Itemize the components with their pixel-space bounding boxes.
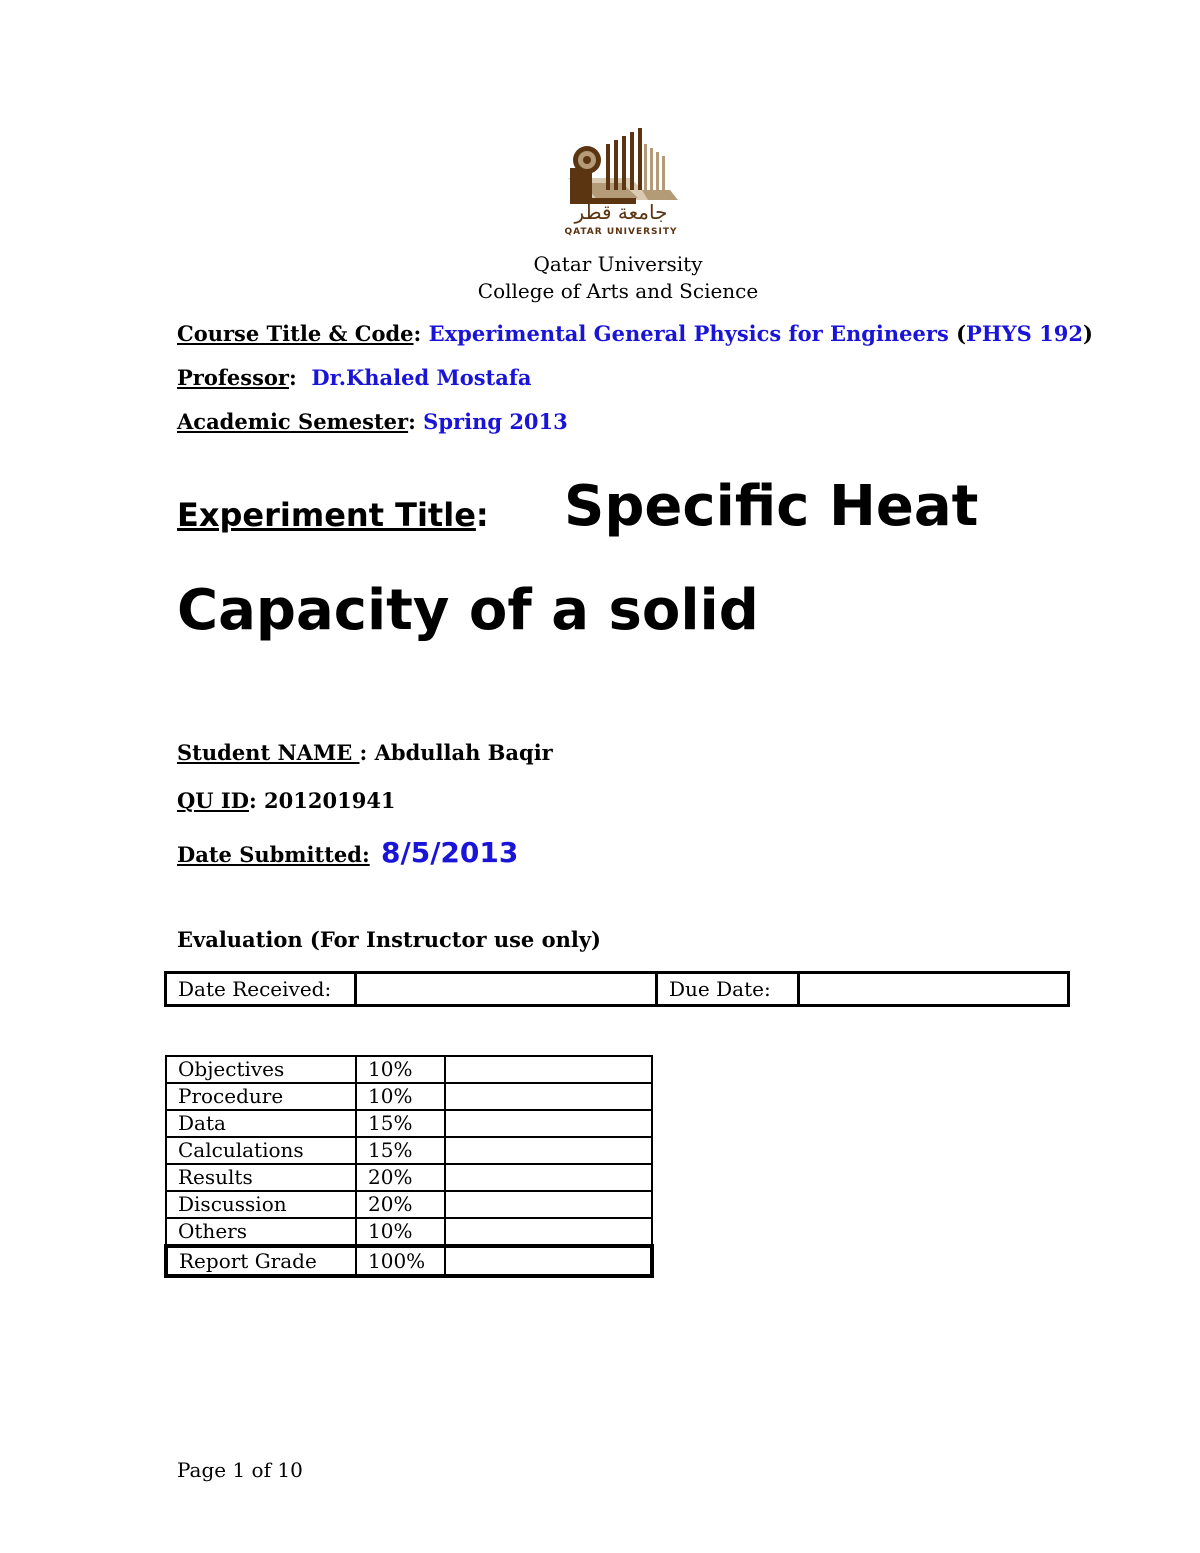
table-row (166, 1218, 652, 1246)
professor-value: Dr.Khaled Mostafa (311, 365, 532, 390)
criterion-label: Objectives (166, 1056, 356, 1083)
date-received-cell[interactable] (356, 973, 657, 1006)
criterion-weight: 20% (356, 1191, 445, 1218)
course-label: Course Title & Code (177, 321, 414, 346)
qu-id-field: QU ID: 201201941 (177, 788, 396, 813)
criterion-score-cell[interactable] (445, 1218, 652, 1246)
report-grade-label: Report Grade (166, 1246, 356, 1276)
criterion-label: Data (166, 1110, 356, 1137)
criterion-score-cell[interactable] (445, 1110, 652, 1137)
table-row (166, 1191, 652, 1218)
grade-table (164, 1055, 654, 1278)
student-value: Abdullah Baqir (374, 740, 553, 765)
date-received-label: Date Received: (166, 973, 356, 1006)
due-date-label: Due Date: (657, 973, 799, 1006)
student-label: Student NAME (177, 740, 360, 765)
university-name: Qatar University (533, 252, 703, 276)
date-submitted-value: 8/5/2013 (381, 836, 519, 869)
course-code: PHYS 192 (966, 321, 1083, 346)
professor-label: Professor (177, 365, 289, 390)
criterion-weight: 10% (356, 1218, 445, 1246)
criterion-label: Others (166, 1218, 356, 1246)
criterion-weight: 10% (356, 1056, 445, 1083)
due-date-cell[interactable] (799, 973, 1069, 1006)
experiment-label-line: Experiment Title: (177, 496, 489, 534)
college-name: College of Arts and Science (477, 279, 759, 303)
logo-arabic-text: جامعة قطر (574, 200, 668, 224)
criterion-weight: 15% (356, 1110, 445, 1137)
criterion-weight: 20% (356, 1164, 445, 1191)
criterion-weight: 15% (356, 1137, 445, 1164)
table-row (166, 1110, 652, 1137)
table-row (166, 1056, 652, 1083)
criterion-score-cell[interactable] (445, 1083, 652, 1110)
criterion-score-cell[interactable] (445, 1191, 652, 1218)
semester-field: Academic Semester: Spring 2013 (177, 409, 568, 434)
qu-id-value: 201201941 (264, 788, 396, 813)
qatar-university-logo (560, 128, 682, 240)
criterion-score-cell[interactable] (445, 1056, 652, 1083)
criterion-score-cell[interactable] (445, 1164, 652, 1191)
qu-id-label: QU ID (177, 788, 249, 813)
page-number: Page 1 of 10 (177, 1458, 303, 1482)
criterion-weight: 10% (356, 1083, 445, 1110)
criterion-label: Discussion (166, 1191, 356, 1218)
date-submitted-label: Date Submitted: (177, 842, 370, 867)
report-grade-score-cell[interactable] (445, 1246, 652, 1276)
criterion-score-cell[interactable] (445, 1137, 652, 1164)
criterion-label: Results (166, 1164, 356, 1191)
table-row (166, 1164, 652, 1191)
criterion-label: Calculations (166, 1137, 356, 1164)
report-grade-row (166, 1246, 652, 1276)
criterion-label: Procedure (166, 1083, 356, 1110)
logo-english-text: QATAR UNIVERSITY (564, 227, 678, 237)
date-table (164, 971, 1070, 1007)
experiment-label: Experiment Title (177, 496, 476, 534)
table-row (166, 1137, 652, 1164)
student-field: Student NAME : Abdullah Baqir (177, 740, 553, 765)
semester-value: Spring 2013 (423, 409, 568, 434)
course-field: Course Title & Code: Experimental General Physics for Engineers (PHYS 192) (177, 321, 1093, 346)
professor-field: Professor: Dr.Khaled Mostafa (177, 365, 532, 390)
date-submitted-field (177, 836, 518, 869)
evaluation-heading: Evaluation (For Instructor use only) (177, 927, 601, 952)
experiment-title-line2: Capacity of a solid (177, 578, 759, 643)
table-row (166, 1083, 652, 1110)
semester-label: Academic Semester (177, 409, 409, 434)
course-value: Experimental General Physics for Engineers (428, 321, 949, 346)
report-grade-weight: 100% (356, 1246, 445, 1276)
experiment-title-line1: Specific Heat (564, 474, 979, 539)
